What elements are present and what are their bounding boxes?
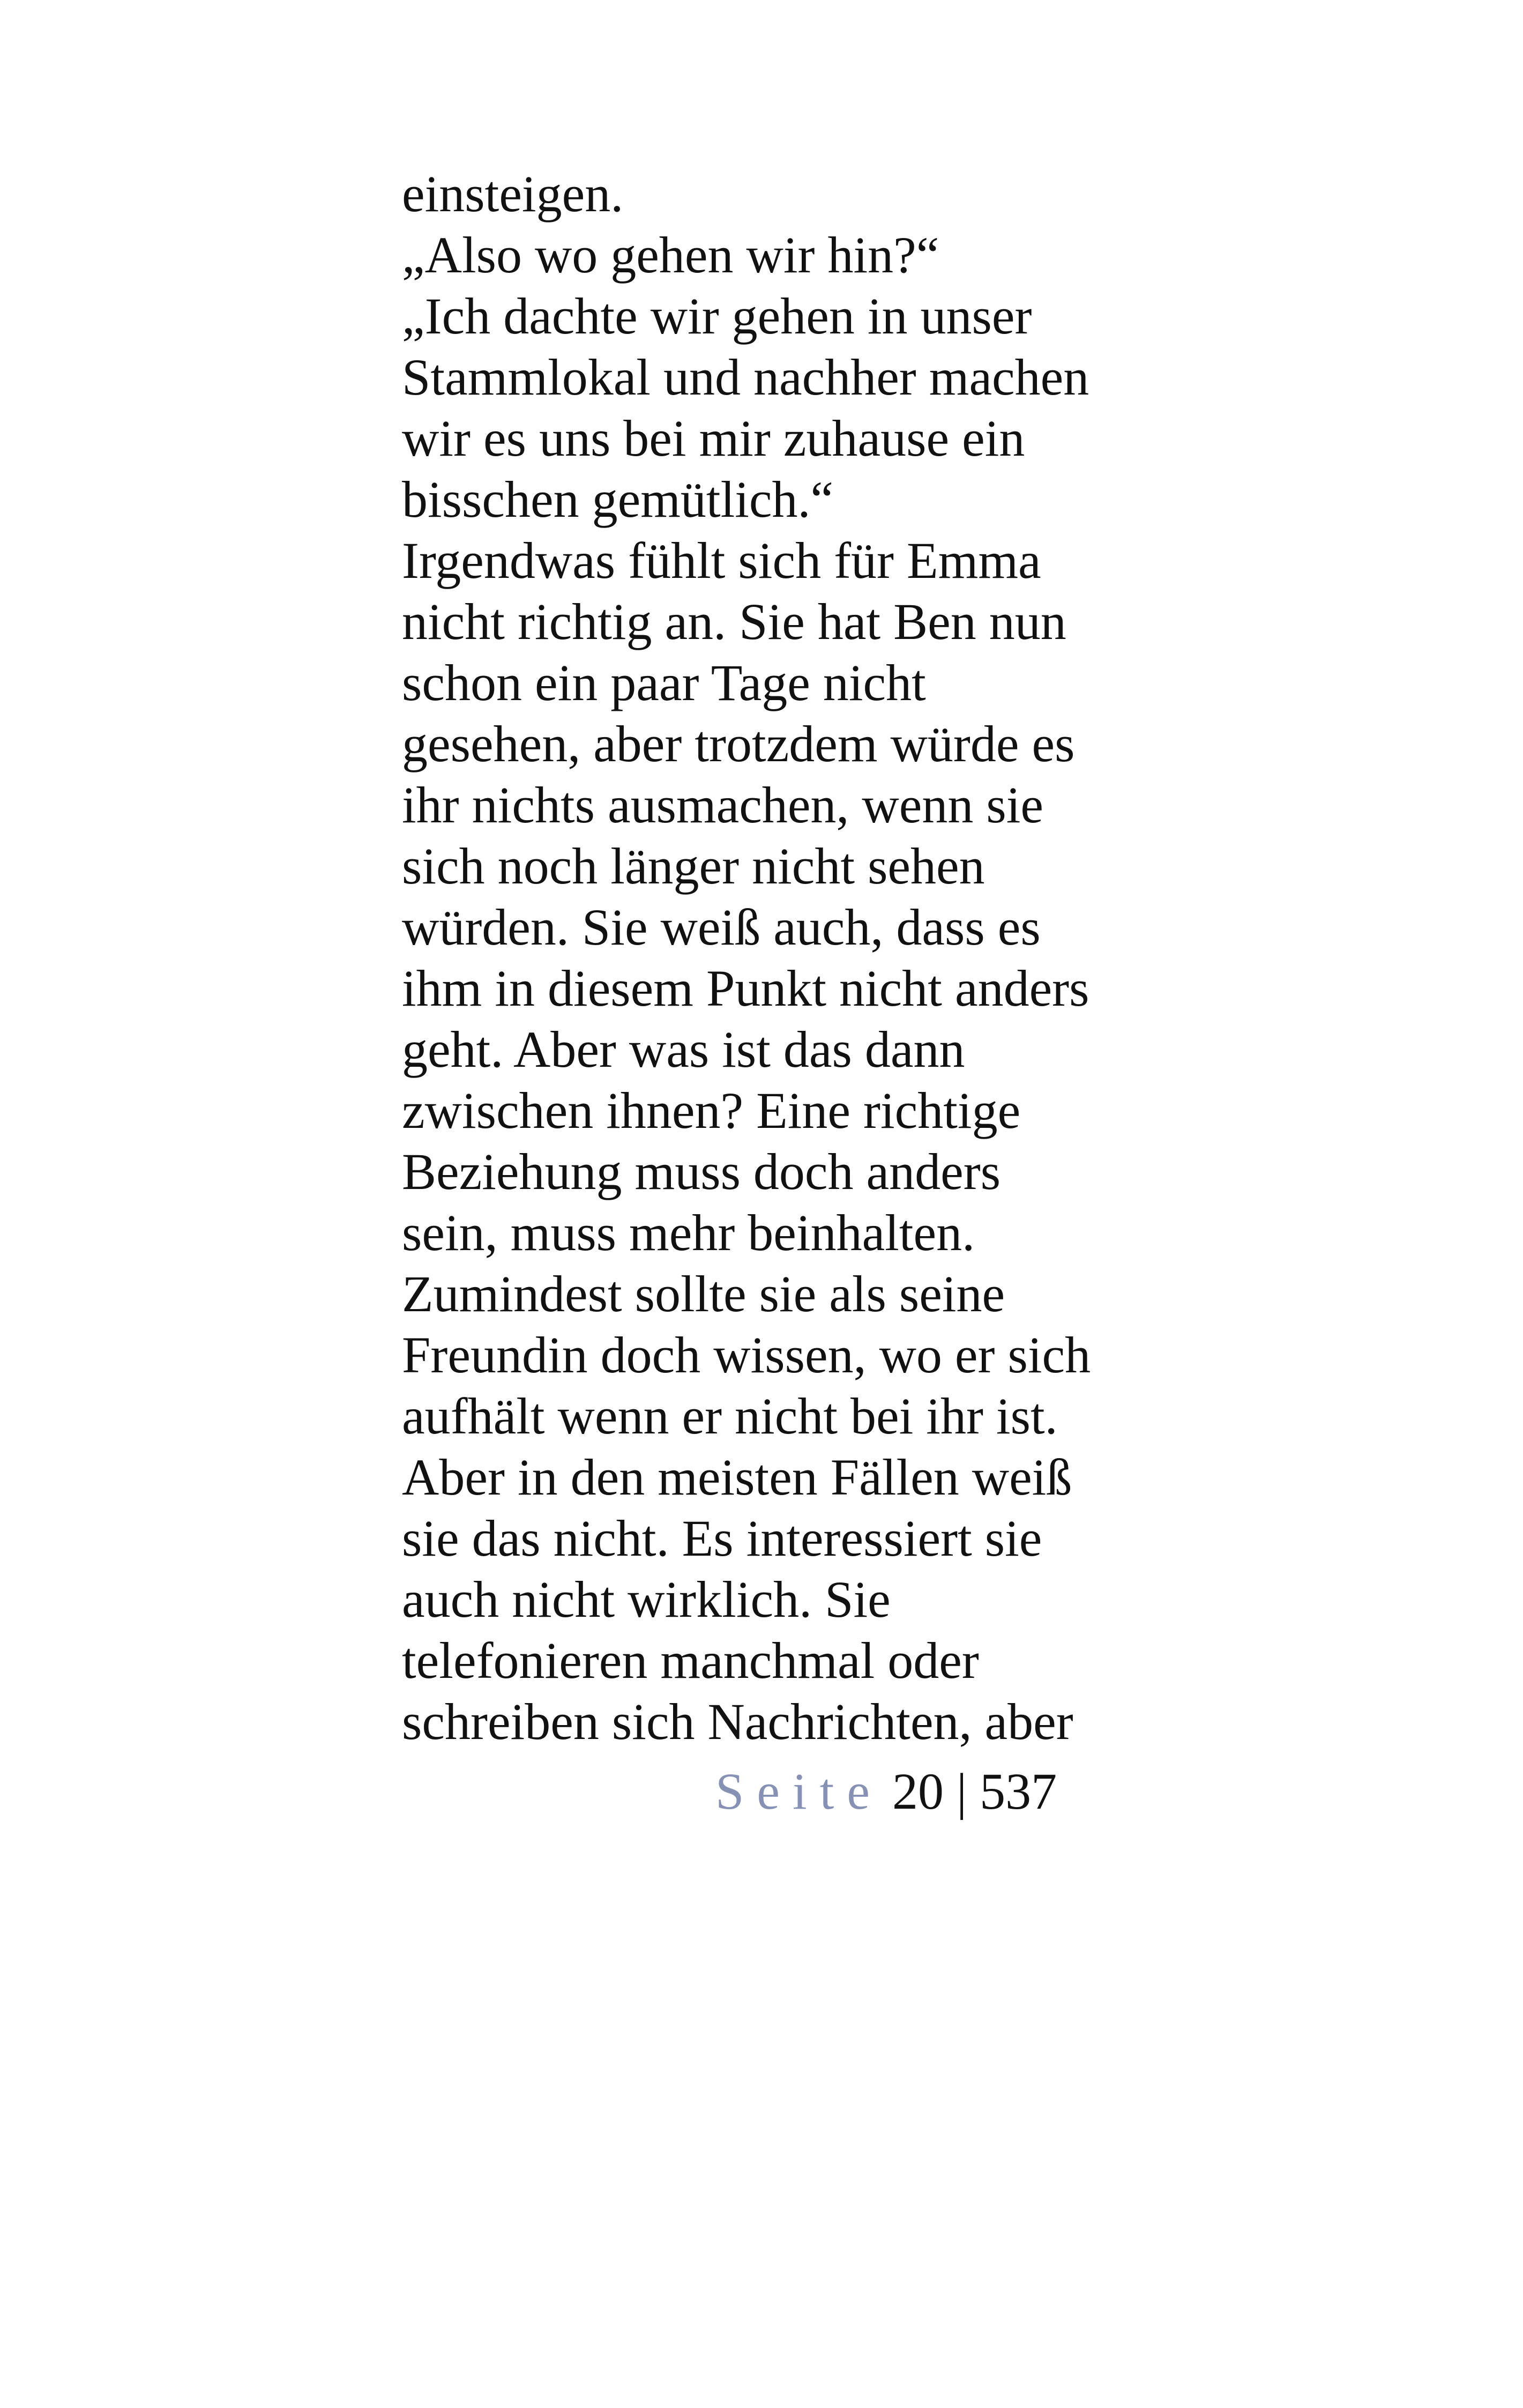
- text-line: Stammlokal und nachher machen: [402, 348, 1089, 406]
- text-line: „Also wo gehen wir hin?“: [402, 226, 939, 284]
- body-text: [402, 163, 1152, 1752]
- seite-label: Seite: [715, 1763, 883, 1820]
- text-line: wir es uns bei mir zuhause ein: [402, 410, 1025, 467]
- text-line: sich noch länger nicht sehen: [402, 837, 985, 895]
- text-line: geht. Aber was ist das dann: [402, 1021, 965, 1078]
- page-footer: [715, 1761, 1057, 1822]
- text-line: würden. Sie weiß auch, dass es: [402, 898, 1041, 956]
- text-line: schon ein paar Tage nicht: [402, 654, 926, 711]
- text-line: Freundin doch wissen, wo er sich: [402, 1326, 1091, 1384]
- text-line: „Ich dachte wir gehen in unser: [402, 287, 1032, 345]
- text-line: sein, muss mehr beinhalten.: [402, 1204, 975, 1261]
- text-line: einsteigen.: [402, 165, 624, 222]
- text-line: telefonieren manchmal oder: [402, 1632, 979, 1689]
- text-line: gesehen, aber trotzdem würde es: [402, 715, 1075, 772]
- text-line: aufhält wenn er nicht bei ihr ist.: [402, 1387, 1058, 1445]
- text-line: zwischen ihnen? Eine richtige: [402, 1082, 1021, 1139]
- text-line: ihm in diesem Punkt nicht anders: [402, 960, 1089, 1017]
- text-line: schreiben sich Nachrichten, aber: [402, 1693, 1073, 1750]
- text-line: Zumindest sollte sie als seine: [402, 1265, 1005, 1322]
- text-line: ihr nichts ausmachen, wenn sie: [402, 776, 1043, 834]
- text-line: Irgendwas fühlt sich für Emma: [402, 532, 1041, 589]
- text-line: sie das nicht. Es interessiert sie: [402, 1510, 1042, 1567]
- text-line: Aber in den meisten Fällen weiß: [402, 1448, 1072, 1506]
- text-line: bisschen gemütlich.“: [402, 471, 834, 528]
- text-line: Beziehung muss doch anders: [402, 1143, 1001, 1200]
- page-number: 20 | 537: [892, 1763, 1057, 1820]
- text-line: nicht richtig an. Sie hat Ben nun: [402, 593, 1066, 650]
- text-line: auch nicht wirklich. Sie: [402, 1571, 891, 1628]
